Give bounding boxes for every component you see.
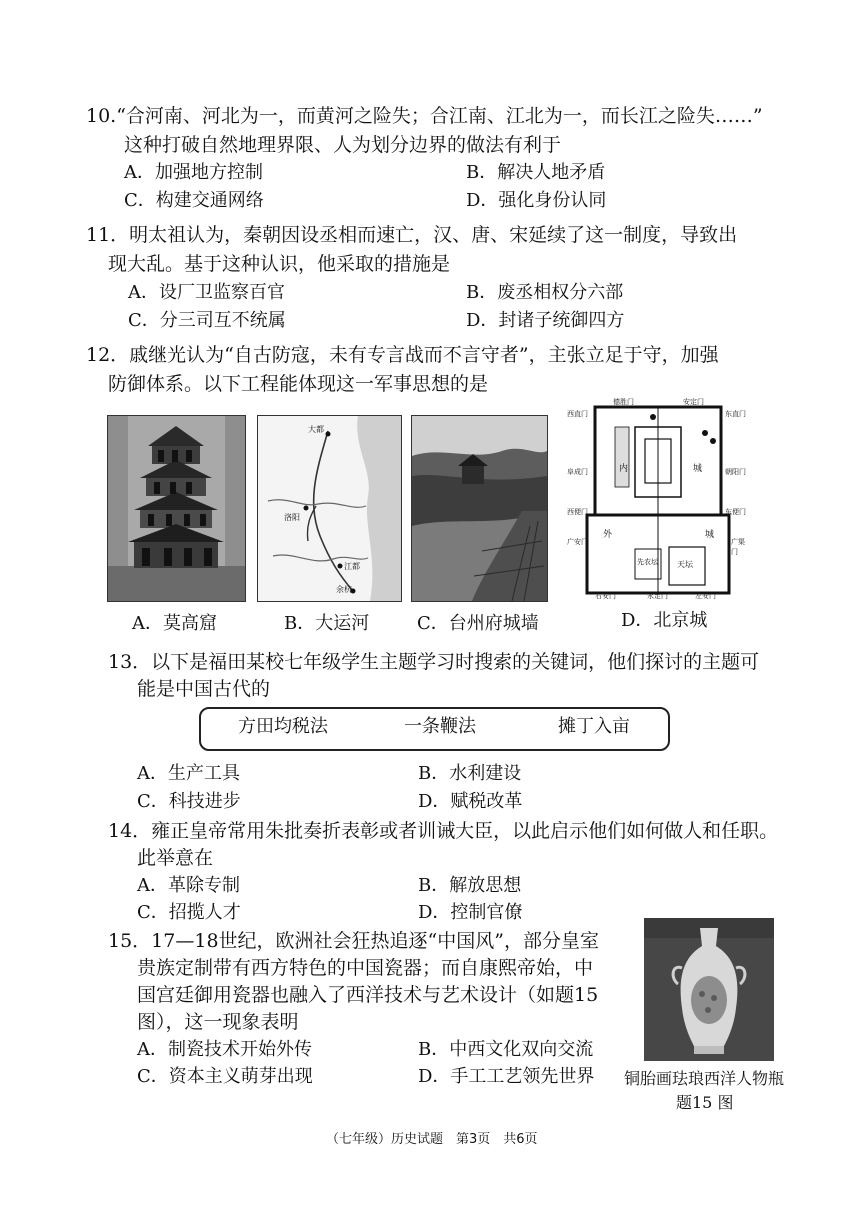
q14-option-a: A．革除专制 xyxy=(137,875,240,896)
q11-stem-line2: 现大乱。基于这种认识，他采取的措施是 xyxy=(108,253,451,275)
q15-stem-line1: 15．17—18世纪，欧洲社会狂热追逐“中国风”，部分皇室 xyxy=(108,930,599,952)
q15-option-a: A．制瓷技术开始外传 xyxy=(137,1039,312,1060)
q11-stem-line1: 11．明太祖认为，秦朝因设丞相而速亡，汉、唐、宋延续了这一制度，导致出 xyxy=(86,224,738,246)
beijing-label-zuoanmen: 左安门 xyxy=(695,592,716,600)
page-footer: （七年级）历史试题 第3页 共6页 xyxy=(326,1132,538,1147)
q10-option-c: C．构建交通网络 xyxy=(124,190,264,211)
q13-option-c: C．科技进步 xyxy=(137,791,241,812)
q13-keyword-1: 方田均税法 xyxy=(238,716,328,737)
q14-option-b: B．解放思想 xyxy=(418,875,522,896)
beijing-label-city2: 城 xyxy=(705,530,715,540)
q14-option-d: D．控制官僚 xyxy=(418,902,523,923)
q15-stem-line4: 图），这一现象表明 xyxy=(137,1011,299,1033)
q13-stem-line2: 能是中国古代的 xyxy=(137,678,271,700)
q15-figure-label: 题15 图 xyxy=(676,1093,734,1112)
q12-caption-d: D．北京城 xyxy=(621,610,708,631)
enamel-vase-photo xyxy=(644,918,774,1061)
q13-keyword-3: 摊丁入亩 xyxy=(558,716,630,737)
canal-label-jiangdu: 江都 xyxy=(344,562,360,571)
q15-option-b: B．中西文化双向交流 xyxy=(418,1039,594,1060)
q15-option-d: D．手工工艺领先世界 xyxy=(418,1066,595,1087)
q13-keyword-2: 一条鞭法 xyxy=(404,716,476,737)
q15-stem-line3: 国宫廷御用瓷器也融入了西洋技术与艺术设计（如题15 xyxy=(137,984,599,1006)
q10-option-b: B．解决人地矛盾 xyxy=(466,162,606,183)
beijing-label-fuchengmen: 阜成门 xyxy=(567,468,588,476)
beijing-label-outer: 外 xyxy=(603,530,613,540)
mogao-caves-photo xyxy=(107,415,246,602)
q14-stem-line2: 此举意在 xyxy=(137,847,214,869)
q10-stem-line2: 这种打破自然地理界限、人为划分边界的做法有利于 xyxy=(124,134,562,156)
q11-option-a: A．设厂卫监察百官 xyxy=(128,282,285,303)
beijing-label-chaoyangmen: 朝阳门 xyxy=(725,468,746,476)
q15-stem-line2: 贵族定制带有西方特色的中国瓷器；而自康熙帝始，中 xyxy=(137,957,594,979)
q12-caption-b: B．大运河 xyxy=(284,613,370,634)
q12-caption-c: C．台州府城墙 xyxy=(417,613,539,634)
q15-figure-caption: 铜胎画珐琅西洋人物瓶 xyxy=(624,1069,785,1088)
taizhou-city-wall-photo xyxy=(411,415,548,602)
beijing-label-inner: 内 xyxy=(619,464,629,474)
beijing-label-tiantan: 天坛 xyxy=(677,560,693,569)
q13-option-d: D．赋税改革 xyxy=(418,791,523,812)
beijing-label-deshengmen: 德胜门 xyxy=(613,398,634,406)
beijing-label-yongdingmen: 永定门 xyxy=(647,592,668,600)
beijing-city-plan xyxy=(565,397,751,601)
q10-option-a: A．加强地方控制 xyxy=(124,162,263,183)
q14-stem-line1: 14．雍正皇帝常用朱批奏折表彰或者训诫大臣，以此启示他们如何做人和任职。 xyxy=(108,820,779,842)
beijing-label-andingmen: 安定门 xyxy=(683,398,704,406)
q11-option-b: B．废丞相权分六部 xyxy=(466,282,624,303)
q12-stem-line2: 防御体系。以下工程能体现这一军事思想的是 xyxy=(108,373,489,395)
q14-option-c: C．招揽人才 xyxy=(137,902,241,923)
grand-canal-map xyxy=(257,415,402,602)
q10-option-d: D．强化身份认同 xyxy=(466,190,607,211)
canal-label-dadu: 大都 xyxy=(308,425,324,434)
q11-option-c: C．分三司互不统属 xyxy=(128,310,286,331)
q10-stem-line1: 10.“合河南、河北为一，而黄河之险失；合江南、江北为一，而长江之险失……” xyxy=(86,105,763,127)
beijing-label-xibianmen: 西便门 xyxy=(567,508,588,516)
beijing-label-guangqumen: 广渠门 xyxy=(731,538,745,556)
q15-option-c: C．资本主义萌芽出现 xyxy=(137,1066,313,1087)
beijing-label-guanganmen: 广安门 xyxy=(567,538,588,546)
q11-option-d: D．封诸子统御四方 xyxy=(466,310,625,331)
q13-option-a: A．生产工具 xyxy=(137,763,240,784)
q12-caption-a: A．莫高窟 xyxy=(132,613,217,634)
q12-stem-line1: 12．戚继光认为“自古防寇，未有专言战而不言守者”，主张立足于守，加强 xyxy=(86,344,719,366)
beijing-label-city1: 城 xyxy=(693,464,703,474)
beijing-label-dongzhimen: 东直门 xyxy=(725,410,746,418)
q13-stem-line1: 13．以下是福田某校七年级学生主题学习时搜索的关键词，他们探讨的主题可 xyxy=(108,651,760,673)
canal-label-luoyang: 洛阳 xyxy=(284,513,300,522)
beijing-label-xizhimen: 西直门 xyxy=(567,410,588,418)
beijing-label-dongbianmen: 东便门 xyxy=(725,508,746,516)
q13-option-b: B．水利建设 xyxy=(418,763,522,784)
beijing-label-youanmen: 右安门 xyxy=(595,592,616,600)
beijing-label-xiannongtan: 先农坛 xyxy=(637,558,658,566)
canal-label-yuhang: 余杭 xyxy=(336,585,352,594)
